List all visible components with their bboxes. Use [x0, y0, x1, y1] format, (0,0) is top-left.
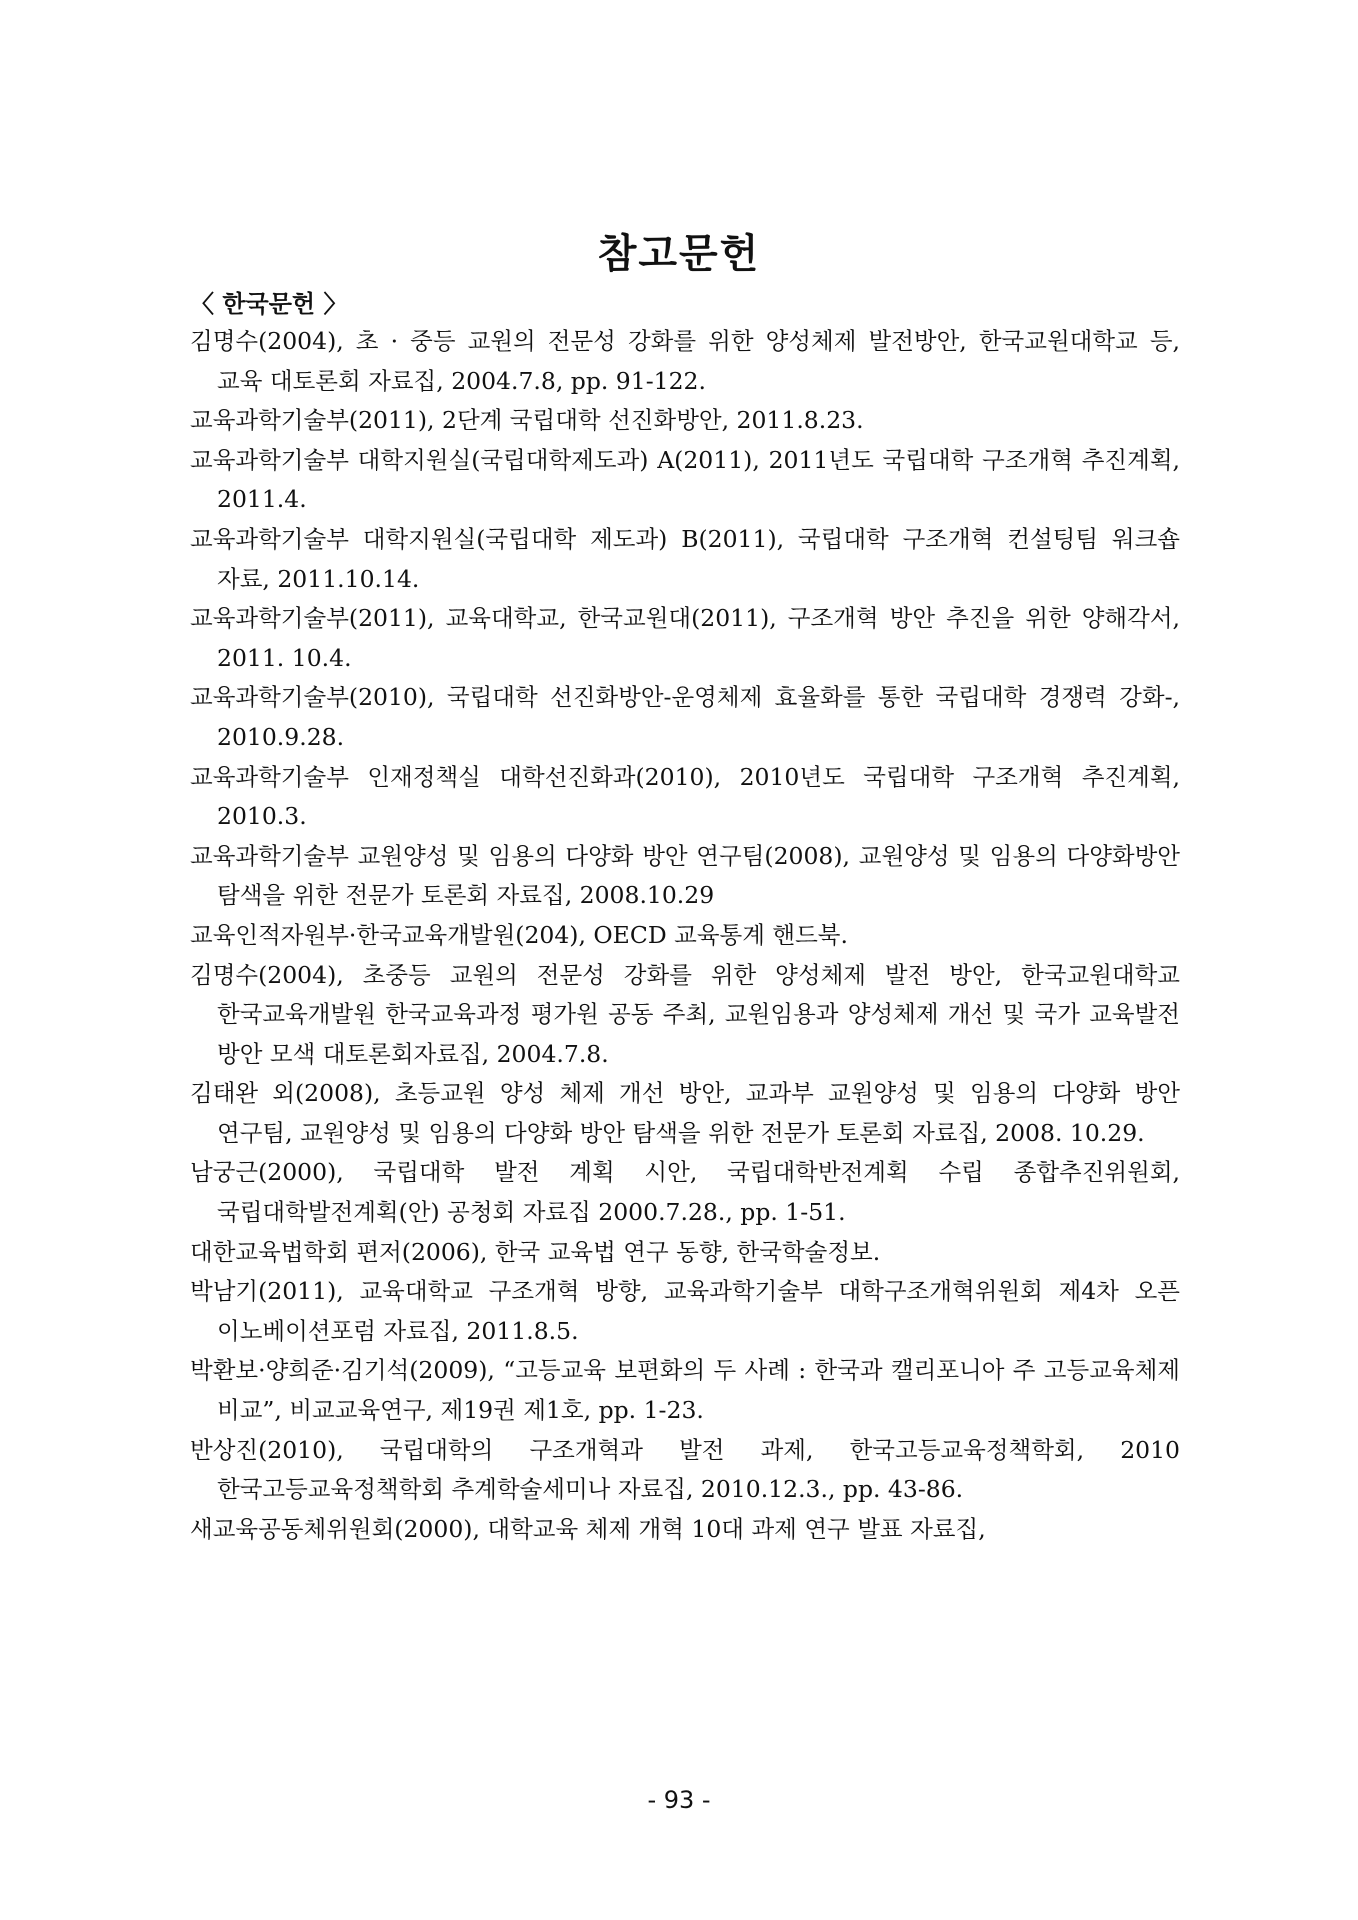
- page-title: 참고문헌: [597, 231, 761, 277]
- reference-item: 반상진(2010), 국립대학의 구조개혁과 발전 과제, 한국고등교육정책학회, 2010 한국고등교육정책학회 추계학술세미나 자료집, 2010.12.3., pp. 43-86.: [190, 1435, 1180, 1504]
- reference-item: 교육과학기술부 대학지원실(국립대학 제도과) B(2011), 국립대학 구조개혁 컨설팅팀 워크숍 자료, 2011.10.14.: [190, 524, 1180, 593]
- reference-item: 박남기(2011), 교육대학교 구조개혁 방향, 교육과학기술부 대학구조개혁위원회 제4차 오픈 이노베이션포럼 자료집, 2011.8.5.: [190, 1277, 1180, 1345]
- reference-list: [190, 322, 1180, 1549]
- reference-item: 새교육공동체위원회(2000), 대학교육 체제 개혁 10대 과제 연구 발표 자료집,: [190, 1514, 986, 1543]
- reference-item: 교육과학기술부 인재정책실 대학선진화과(2010), 2010년도 국립대학 구조개혁 추진계획, 2010.3.: [190, 762, 1180, 831]
- reference-item: 교육인적자원부·한국교육개발원(204), OECD 교육통계 핸드북.: [190, 920, 848, 949]
- reference-item: 남궁근(2000), 국립대학 발전 계획 시안, 국립대학반전계획 수립 종합추진위원회, 국립대학발전계획(안) 공청회 자료집 2000.7.28., pp. 1-51.: [190, 1158, 1180, 1227]
- reference-item: 김명수(2004), 초중등 교원의 전문성 강화를 위한 양성체제 발전 방안, 한국교원대학교 한국교육개발원 한국교육과정 평가원 공동 주최, 교원임용과 양성체제 개선 및 국가 교육발전 방안 모색 대토론회자료집, 2004.7.8.: [190, 960, 1180, 1068]
- reference-item: 교육과학기술부 대학지원실(국립대학제도과) A(2011), 2011년도 국립대학 구조개혁 추진계획, 2011.4.: [190, 445, 1180, 514]
- reference-item: 교육과학기술부 교원양성 및 임용의 다양화 방안 연구팀(2008), 교원양성 및 임용의 다양화방안 탐색을 위한 전문가 토론회 자료집, 2008.10.29: [190, 841, 1180, 910]
- section-heading: 〈 한국문헌 〉: [190, 290, 348, 318]
- reference-item: 교육과학기술부(2011), 2단계 국립대학 선진화방안, 2011.8.23.: [190, 406, 864, 435]
- reference-item: 박환보·양희준·김기석(2009), “고등교육 보편화의 두 사례 : 한국과 캘리포니아 주 고등교육체제 비교”, 비교교육연구, 제19권 제1호, pp. 1-23.: [190, 1356, 1180, 1425]
- reference-item: 교육과학기술부(2011), 교육대학교, 한국교원대(2011), 구조개혁 방안 추진을 위한 양해각서, 2011. 10.4.: [190, 604, 1180, 672]
- reference-item: 대한교육법학회 편저(2006), 한국 교육법 연구 동향, 한국학술정보.: [190, 1237, 881, 1266]
- page-number: - 93 -: [647, 1786, 711, 1814]
- reference-item: 김태완 외(2008), 초등교원 양성 체제 개선 방안, 교과부 교원양성 및 임용의 다양화 방안 연구팀, 교원양성 및 임용의 다양화 방안 탐색을 위한 전문가 토론회 자료집, 2008. 10.29.: [190, 1079, 1180, 1147]
- reference-item: 김명수(2004), 초 · 중등 교원의 전문성 강화를 위한 양성체제 발전방안, 한국교원대학교 등, 교육 대토론회 자료집, 2004.7.8, pp. 91-122.: [190, 327, 1180, 395]
- reference-item: 교육과학기술부(2010), 국립대학 선진화방안-운영체제 효율화를 통한 국립대학 경쟁력 강화-, 2010.9.28.: [190, 683, 1180, 751]
